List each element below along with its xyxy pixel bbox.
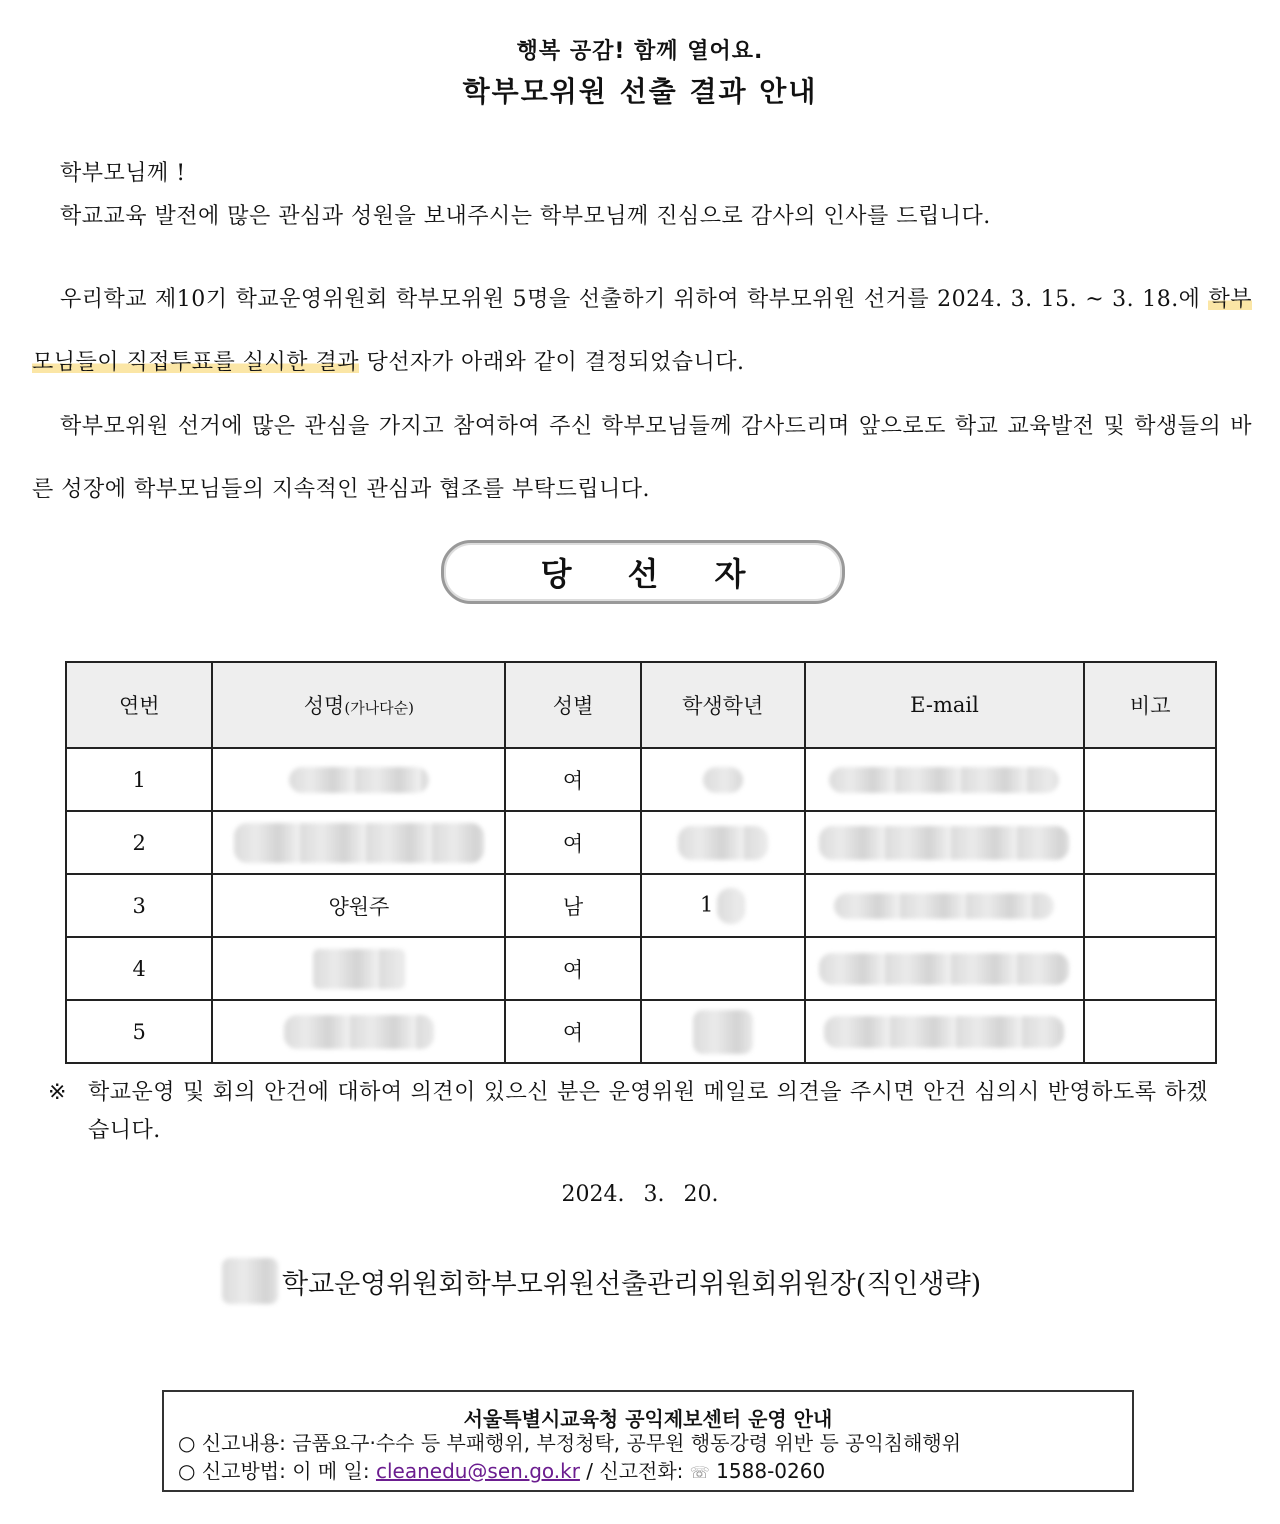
header-remark: 비고: [1084, 662, 1216, 748]
redaction-blur: [819, 826, 1069, 860]
greeting: 학부모님께 !: [60, 161, 186, 186]
reference-mark: ※: [48, 1080, 67, 1105]
result-text-before: 우리학교 제10기 학교운영위원회 학부모위원 5명을 선출하기 위하여 학부모위원 선거를 2024. 3. 15. ~ 3. 18.에: [60, 287, 1209, 312]
redaction-blur: [222, 1258, 278, 1304]
thanks-block: [32, 185, 1252, 248]
header-grade: 학생학년: [641, 662, 805, 748]
redaction-blur: [824, 1016, 1064, 1048]
cell-grade-value: 1: [700, 892, 714, 916]
thanks-paragraph-text: 학부모위원 선거에 많은 관심을 가지고 참여하여 주신 학부모님들께 감사드리며 앞으로도 학교 교육발전 및 학생들의 바른 성장에 학부모님들의 지속적인 관심과 협조를 부탁드립니다.: [32, 414, 1252, 502]
cell-name-redacted: [212, 748, 505, 811]
cell-email-redacted: [805, 1000, 1085, 1063]
redaction-blur: [829, 767, 1059, 793]
table-row: [66, 874, 1216, 937]
redaction-blur: [693, 1010, 753, 1054]
separator: /: [586, 1459, 594, 1483]
result-text-after: 당선자가 아래와 같이 결정되었습니다.: [359, 350, 745, 375]
info-row-method: [178, 1457, 1132, 1485]
thanks-paragraph: [32, 395, 1252, 521]
table-row: [66, 1000, 1216, 1063]
cell-gender: 남: [505, 874, 641, 937]
phone-icon: ☏: [689, 1463, 710, 1482]
report-phone-label: 신고전화:: [599, 1459, 684, 1483]
redaction-blur: [717, 888, 745, 924]
cell-no: 2: [66, 811, 212, 874]
header-no: 연번: [66, 662, 212, 748]
cell-name-redacted: [212, 937, 505, 1000]
cell-name: 양원주: [212, 874, 505, 937]
document-title: 학부모위원 선출 결과 안내: [462, 75, 818, 108]
header-email: E-mail: [805, 662, 1085, 748]
cell-no: 1: [66, 748, 212, 811]
winners-label-text: 당선자: [540, 555, 802, 593]
bullet-circle-icon: ○: [178, 1431, 196, 1455]
cell-grade: [641, 874, 805, 937]
redaction-blur: [703, 767, 743, 793]
cell-email-redacted: [805, 811, 1085, 874]
cell-no: 4: [66, 937, 212, 1000]
cell-grade-redacted: [641, 748, 805, 811]
redaction-blur: [313, 949, 405, 989]
redaction-blur: [678, 826, 768, 860]
info-box-title: 서울특별시교육청 공익제보센터 운영 안내: [463, 1407, 833, 1431]
signature-text: 학교운영위원회학부모위원선출관리위원회위원장(직인생략): [282, 1268, 982, 1300]
cell-name-redacted: [212, 1000, 505, 1063]
header-gender: 성별: [505, 662, 641, 748]
redaction-blur: [289, 767, 429, 793]
header-name-note: (가나다순): [344, 699, 415, 717]
cell-remark: [1084, 937, 1216, 1000]
report-content-value: 금품요구·수수 등 부패행위, 부정청탁, 공무원 행동강령 위반 등 공익침해행위: [292, 1431, 962, 1455]
winners-table: [65, 661, 1217, 1064]
table-row: [66, 937, 1216, 1000]
cell-grade-redacted: [641, 811, 805, 874]
cell-remark: [1084, 811, 1216, 874]
whistleblower-info-box: [162, 1390, 1134, 1492]
cell-email-redacted: [805, 748, 1085, 811]
report-phone-number: 1588-0260: [716, 1459, 826, 1483]
result-paragraph: [32, 268, 1252, 394]
note-block: [48, 1074, 1208, 1150]
redaction-blur: [834, 893, 1054, 919]
slogan: 행복 공감! 함께 열어요.: [516, 39, 764, 64]
cell-remark: [1084, 748, 1216, 811]
cell-grade-redacted: [641, 937, 805, 1000]
cell-name-redacted: [212, 811, 505, 874]
note-text: 학교운영 및 회의 안건에 대하여 의견이 있으신 분은 운영위원 메일로 의견을 주시면 안건 심의시 반영하도록 하겠습니다.: [88, 1080, 1208, 1143]
redaction-blur: [819, 953, 1069, 985]
table-header-row: [66, 662, 1216, 748]
header-name-label: 성명: [303, 694, 345, 718]
cell-email-redacted: [805, 937, 1085, 1000]
cell-no: 5: [66, 1000, 212, 1063]
report-email-link[interactable]: cleanedu@sen.go.kr: [375, 1459, 580, 1483]
winners-section-label: [441, 540, 845, 604]
table-row: [66, 748, 1216, 811]
info-row-content: [178, 1429, 1132, 1457]
cell-gender: 여: [505, 748, 641, 811]
table-row: [66, 811, 1216, 874]
redaction-blur: [284, 1015, 434, 1049]
cell-email-redacted: [805, 874, 1085, 937]
cell-remark: [1084, 874, 1216, 937]
cell-gender: 여: [505, 1000, 641, 1063]
cell-remark: [1084, 1000, 1216, 1063]
issue-date: 2024. 3. 20.: [561, 1182, 719, 1207]
thanks-text: 학교교육 발전에 많은 관심과 성원을 보내주시는 학부모님께 진심으로 감사의 인사를 드립니다.: [60, 204, 991, 229]
cell-no: 3: [66, 874, 212, 937]
cell-gender: 여: [505, 811, 641, 874]
cell-grade-redacted: [641, 1000, 805, 1063]
report-method-label: 신고방법: 이 메 일:: [201, 1459, 370, 1483]
highlighted-phrase: 학부모님들이 직접투표를 실시한 결과: [32, 287, 1252, 375]
signature-line: [222, 1258, 981, 1304]
redaction-blur: [234, 823, 484, 863]
header-name: [212, 662, 505, 748]
cell-gender: 여: [505, 937, 641, 1000]
bullet-circle-icon: ○: [178, 1459, 196, 1483]
report-content-label: 신고내용:: [201, 1431, 286, 1455]
